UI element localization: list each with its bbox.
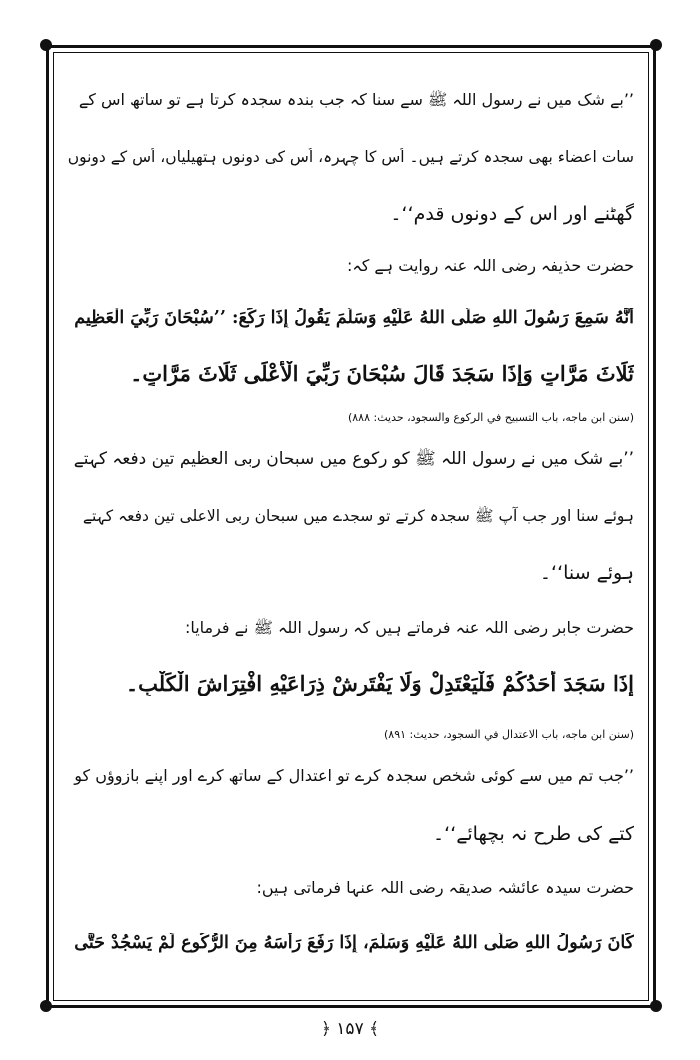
text-line: ’’جب تم میں سے کوئی شخص سجدہ کرے تو اعتدال کے ساتھ کرے اور اپنے بازوؤں کو (74, 766, 634, 785)
arabic-hadith-line: إِذَا سَجَدَ أَحَدُكُمْ فَلْيَعْتَدِلْ وَلَا يَفْتَرِشْ ذِرَاعَيْهِ افْتِرَاشَ الْكَلْبِ۔ (125, 671, 634, 696)
narration-intro: حضرت جابر رضی اللہ عنہ فرماتے ہیں کہ رسول اللہ ﷺ نے فرمایا: (184, 618, 634, 637)
text-line: ہوئے سنا اور جب آپ ﷺ سجدہ کرتے تو سجدے میں سبحان ربی الاعلی تین دفعہ کہتے (82, 507, 634, 525)
page-number: ﴿ ۱۵۷ ﴾ (320, 1019, 380, 1039)
text-line: ’’بے شک میں نے رسول اللہ ﷺ کو رکوع میں سبحان ربی العظیم تین دفعہ کہتے (73, 449, 634, 469)
border-corner-ornament (40, 1000, 52, 1012)
arabic-hadith-line: أَنَّهُ سَمِعَ رَسُولَ اللهِ صَلَّى اللهُ عَلَيْهِ وَسَلَّمَ يَقُولُ إِذَا رَكَعَ: ’’سُبْحَانَ رَبِّيَ الْعَظِيمِ (74, 308, 634, 328)
arabic-hadith-line: ثَلَاثَ مَرَّاتٍ وَإِذَا سَجَدَ قَالَ سُبْحَانَ رَبِّيَ الْأَعْلَى ثَلَاثَ مَرَّاتٍ۔ (130, 361, 634, 386)
hadith-reference: (سنن ابن ماجه، باب التسبيح في الركوع والسجود، حديث: ۸۸۸) (347, 411, 634, 424)
border-corner-ornament (650, 1000, 662, 1012)
text-line: گھٹنے اور اس کے دونوں قدم‘‘۔ (390, 203, 634, 225)
hadith-reference: (سنن ابن ماجه، باب الاعتدال في السجود، حديث: ۸۹۱) (383, 728, 634, 741)
text-line: ’’بے شک میں نے رسول اللہ ﷺ سے سنا کہ جب بندہ سجدہ کرتا ہے تو ساتھ اس کے (78, 90, 634, 109)
narration-intro: حضرت حذیفہ رضی اللہ عنہ روایت ہے کہ: (346, 256, 634, 275)
narration-intro: حضرت سیدہ عائشہ صدیقہ رضی اللہ عنہا فرماتی ہیں: (256, 878, 634, 897)
border-corner-ornament (40, 39, 52, 51)
border-corner-ornament (650, 39, 662, 51)
arabic-hadith-line: كَانَ رَسُولُ اللهِ صَلَّى اللهُ عَلَيْهِ وَسَلَّمَ، إِذَا رَفَعَ رَأْسَهُ مِنَ الرُّكُوعِ لَمْ يَسْجُدْ حَتَّى (74, 933, 634, 953)
text-line: سات اعضاء بھی سجدہ کرتے ہیں۔ اُس کا چہرہ، اُس کی دونوں ہتھیلیاں، اُس کے دونوں (68, 148, 634, 166)
text-line: کتے کی طرح نہ بچھائے‘‘۔ (433, 823, 634, 845)
text-line: ہوئے سنا‘‘۔ (539, 562, 634, 584)
